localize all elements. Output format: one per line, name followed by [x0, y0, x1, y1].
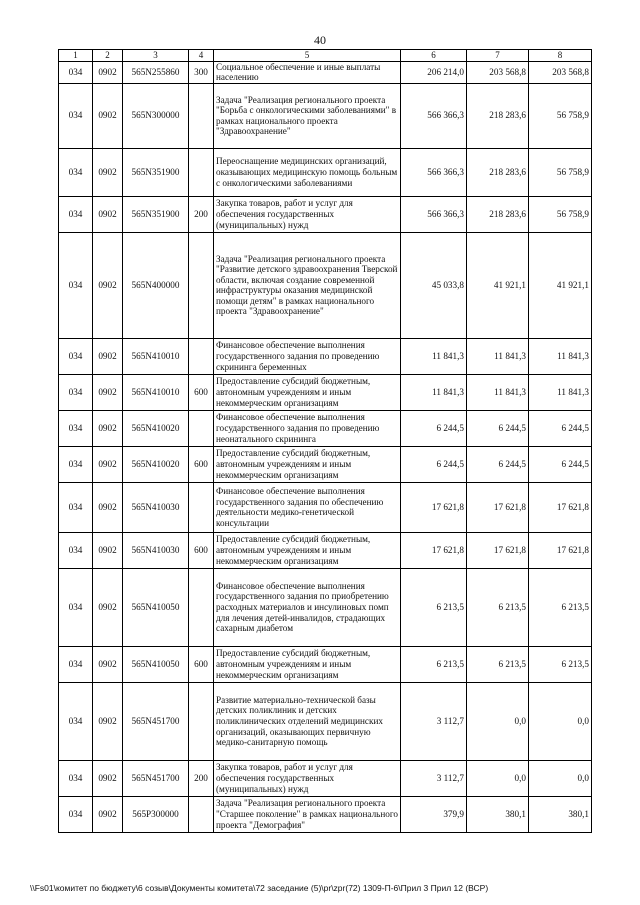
table-cell-c6: 45 033,8 — [401, 232, 467, 338]
table-cell-c7: 218 283,6 — [467, 196, 529, 232]
table-cell-c8: 11 841,3 — [529, 338, 592, 374]
column-header: 7 — [467, 50, 529, 62]
table-row — [59, 760, 592, 796]
column-header: 8 — [529, 50, 592, 62]
table-cell-c5: Финансовое обеспечение выполнения государственного задания по приобретению расходных материалов и инсулиновых помп для лечения детей-инвалидов, страдающих сахарным диабетом — [214, 568, 401, 646]
table-cell-c8: 56 758,9 — [529, 148, 592, 196]
table-cell-c7: 11 841,3 — [467, 338, 529, 374]
table-cell-c5: Финансовое обеспечение выполнения государственного задания по проведению скрининга беременных — [214, 338, 401, 374]
column-header: 1 — [59, 50, 93, 62]
table-cell-c1: 034 — [59, 410, 93, 446]
table-row — [59, 646, 592, 682]
table-cell-c1: 034 — [59, 760, 93, 796]
table-cell-c7: 17 621,8 — [467, 532, 529, 568]
table-cell-c3: 565N410010 — [123, 338, 189, 374]
table-cell-c1: 034 — [59, 148, 93, 196]
table-cell-c4 — [189, 410, 214, 446]
table-cell-c2: 0902 — [93, 410, 123, 446]
table-cell-c4: 200 — [189, 760, 214, 796]
table-row — [59, 682, 592, 760]
column-header: 4 — [189, 50, 214, 62]
table-cell-c2: 0902 — [93, 446, 123, 482]
table-cell-c2: 0902 — [93, 760, 123, 796]
table-row — [59, 482, 592, 532]
footer-file-path: \\Fs01\комитет по бюджету\6 созыв\Документы комитета\72 заседание (5)\pr\zpr(72) 1309-П-6\Прил 3 Прил 12 (ВСР) — [30, 883, 489, 893]
table-cell-c1: 034 — [59, 83, 93, 148]
table-cell-c5: Задача "Реализация регионального проекта "Старшее поколение" в рамках национального проекта "Демография" — [214, 796, 401, 832]
table-cell-c5: Предоставление субсидий бюджетным, автономным учреждениям и иным некоммерческим организациям — [214, 532, 401, 568]
table-cell-c6: 6 213,5 — [401, 568, 467, 646]
table-cell-c8: 41 921,1 — [529, 232, 592, 338]
table-cell-c6: 566 366,3 — [401, 196, 467, 232]
table-cell-c8: 6 244,5 — [529, 446, 592, 482]
table-cell-c3: 565N451700 — [123, 682, 189, 760]
table-cell-c8: 6 213,5 — [529, 646, 592, 682]
table-cell-c1: 034 — [59, 446, 93, 482]
table-cell-c1: 034 — [59, 796, 93, 832]
table-cell-c4: 200 — [189, 196, 214, 232]
table-cell-c8: 56 758,9 — [529, 196, 592, 232]
table-cell-c7: 41 921,1 — [467, 232, 529, 338]
table-cell-c2: 0902 — [93, 796, 123, 832]
table-cell-c2: 0902 — [93, 374, 123, 410]
table-cell-c1: 034 — [59, 374, 93, 410]
table-row — [59, 83, 592, 148]
table-cell-c5: Переоснащение медицинских организаций, оказывающих медицинскую помощь больным с онкологическими заболеваниями — [214, 148, 401, 196]
table-cell-c8: 0,0 — [529, 682, 592, 760]
table-cell-c2: 0902 — [93, 568, 123, 646]
table-cell-c2: 0902 — [93, 646, 123, 682]
table-cell-c3: 565N410020 — [123, 446, 189, 482]
table-cell-c6: 379,9 — [401, 796, 467, 832]
table-cell-c4: 600 — [189, 446, 214, 482]
table-cell-c3: 565N255860 — [123, 61, 189, 83]
table-cell-c2: 0902 — [93, 482, 123, 532]
table-cell-c4 — [189, 482, 214, 532]
table-row — [59, 148, 592, 196]
table-cell-c5: Закупка товаров, работ и услуг для обеспечения государственных (муниципальных) нужд — [214, 760, 401, 796]
table-cell-c6: 11 841,3 — [401, 338, 467, 374]
column-header: 6 — [401, 50, 467, 62]
table-row — [59, 796, 592, 832]
table-cell-c7: 203 568,8 — [467, 61, 529, 83]
table-cell-c4 — [189, 568, 214, 646]
table-cell-c1: 034 — [59, 646, 93, 682]
table-cell-c8: 17 621,8 — [529, 482, 592, 532]
table-cell-c3: 565N410020 — [123, 410, 189, 446]
table-cell-c3: 565N410030 — [123, 532, 189, 568]
table-cell-c5: Финансовое обеспечение выполнения государственного задания по проведению неонатального скрининга — [214, 410, 401, 446]
table-cell-c2: 0902 — [93, 338, 123, 374]
table-row — [59, 196, 592, 232]
table-cell-c3: 565N300000 — [123, 83, 189, 148]
table-cell-c6: 566 366,3 — [401, 83, 467, 148]
table-cell-c7: 6 213,5 — [467, 646, 529, 682]
table-cell-c1: 034 — [59, 568, 93, 646]
table-cell-c3: 565N410030 — [123, 482, 189, 532]
table-cell-c6: 17 621,8 — [401, 532, 467, 568]
table-cell-c4 — [189, 148, 214, 196]
table-cell-c2: 0902 — [93, 682, 123, 760]
table-cell-c5: Задача "Реализация регионального проекта "Развитие детского здравоохранения Тверской области, включая создание современной инфраструктуры оказания медицинской помощи детям" в рамках национального проекта "Здравоохранение" — [214, 232, 401, 338]
table-cell-c6: 3 112,7 — [401, 682, 467, 760]
table-row — [59, 61, 592, 83]
table-cell-c4: 600 — [189, 374, 214, 410]
table-cell-c7: 6 244,5 — [467, 446, 529, 482]
table-cell-c2: 0902 — [93, 532, 123, 568]
table-cell-c6: 566 366,3 — [401, 148, 467, 196]
table-cell-c2: 0902 — [93, 61, 123, 83]
table-row — [59, 532, 592, 568]
table-cell-c1: 034 — [59, 61, 93, 83]
table-row — [59, 446, 592, 482]
table-cell-c6: 17 621,8 — [401, 482, 467, 532]
table-header-row — [59, 50, 592, 62]
table-cell-c7: 0,0 — [467, 682, 529, 760]
table-row — [59, 338, 592, 374]
table-cell-c1: 034 — [59, 682, 93, 760]
table-cell-c8: 6 213,5 — [529, 568, 592, 646]
table-cell-c1: 034 — [59, 482, 93, 532]
table-cell-c8: 203 568,8 — [529, 61, 592, 83]
table-cell-c6: 6 244,5 — [401, 410, 467, 446]
table-cell-c6: 6 213,5 — [401, 646, 467, 682]
table-cell-c5: Предоставление субсидий бюджетным, автономным учреждениям и иным некоммерческим организациям — [214, 374, 401, 410]
table-cell-c7: 6 244,5 — [467, 410, 529, 446]
table-cell-c5: Социальное обеспечение и иные выплаты населению — [214, 61, 401, 83]
page-number: 40 — [314, 33, 326, 47]
table-row — [59, 232, 592, 338]
table-cell-c7: 380,1 — [467, 796, 529, 832]
table-cell-c7: 17 621,8 — [467, 482, 529, 532]
table-cell-c8: 6 244,5 — [529, 410, 592, 446]
table-cell-c7: 0,0 — [467, 760, 529, 796]
table-cell-c4: 600 — [189, 646, 214, 682]
table-cell-c4 — [189, 232, 214, 338]
table-cell-c5: Финансовое обеспечение выполнения государственного задания по обеспечению деятельности медико-генетической консультации — [214, 482, 401, 532]
table-cell-c5: Предоставление субсидий бюджетным, автономным учреждениям и иным некоммерческим организациям — [214, 446, 401, 482]
table-cell-c4 — [189, 682, 214, 760]
table-row — [59, 374, 592, 410]
table-cell-c3: 565N410050 — [123, 568, 189, 646]
table-cell-c6: 206 214,0 — [401, 61, 467, 83]
table-cell-c3: 565N410010 — [123, 374, 189, 410]
table-cell-c4 — [189, 338, 214, 374]
table-cell-c8: 17 621,8 — [529, 532, 592, 568]
table-cell-c6: 6 244,5 — [401, 446, 467, 482]
table-cell-c8: 0,0 — [529, 760, 592, 796]
table-cell-c1: 034 — [59, 232, 93, 338]
table-cell-c7: 6 213,5 — [467, 568, 529, 646]
column-header: 2 — [93, 50, 123, 62]
table-cell-c2: 0902 — [93, 196, 123, 232]
table-cell-c2: 0902 — [93, 148, 123, 196]
column-header: 5 — [214, 50, 401, 62]
table-cell-c4 — [189, 796, 214, 832]
table-row — [59, 568, 592, 646]
table-cell-c2: 0902 — [93, 83, 123, 148]
table-cell-c3: 565N351900 — [123, 148, 189, 196]
table-cell-c3: 565N410050 — [123, 646, 189, 682]
table-cell-c3: 565P300000 — [123, 796, 189, 832]
table-row — [59, 410, 592, 446]
table-cell-c4: 300 — [189, 61, 214, 83]
table-cell-c4: 600 — [189, 532, 214, 568]
table-cell-c5: Развитие материально-технической базы детских поликлиник и детских поликлинических отделений медицинских организаций, оказывающих первичную медико-санитарную помощь — [214, 682, 401, 760]
table-cell-c7: 218 283,6 — [467, 83, 529, 148]
table-cell-c6: 3 112,7 — [401, 760, 467, 796]
table-cell-c5: Закупка товаров, работ и услуг для обеспечения государственных (муниципальных) нужд — [214, 196, 401, 232]
table-cell-c6: 11 841,3 — [401, 374, 467, 410]
table-cell-c1: 034 — [59, 532, 93, 568]
table-cell-c1: 034 — [59, 196, 93, 232]
table-cell-c2: 0902 — [93, 232, 123, 338]
table-cell-c8: 11 841,3 — [529, 374, 592, 410]
table-cell-c1: 034 — [59, 338, 93, 374]
table-cell-c7: 218 283,6 — [467, 148, 529, 196]
table-cell-c8: 380,1 — [529, 796, 592, 832]
table-cell-c3: 565N451700 — [123, 760, 189, 796]
budget-table — [58, 49, 592, 833]
table-cell-c5: Предоставление субсидий бюджетным, автономным учреждениям и иным некоммерческим организациям — [214, 646, 401, 682]
table-cell-c3: 565N400000 — [123, 232, 189, 338]
column-header: 3 — [123, 50, 189, 62]
table-cell-c5: Задача "Реализация регионального проекта "Борьба с онкологическими заболеваниями" в рамках национального проекта "Здравоохранение" — [214, 83, 401, 148]
table-cell-c7: 11 841,3 — [467, 374, 529, 410]
table-cell-c8: 56 758,9 — [529, 83, 592, 148]
table-cell-c3: 565N351900 — [123, 196, 189, 232]
table-cell-c4 — [189, 83, 214, 148]
